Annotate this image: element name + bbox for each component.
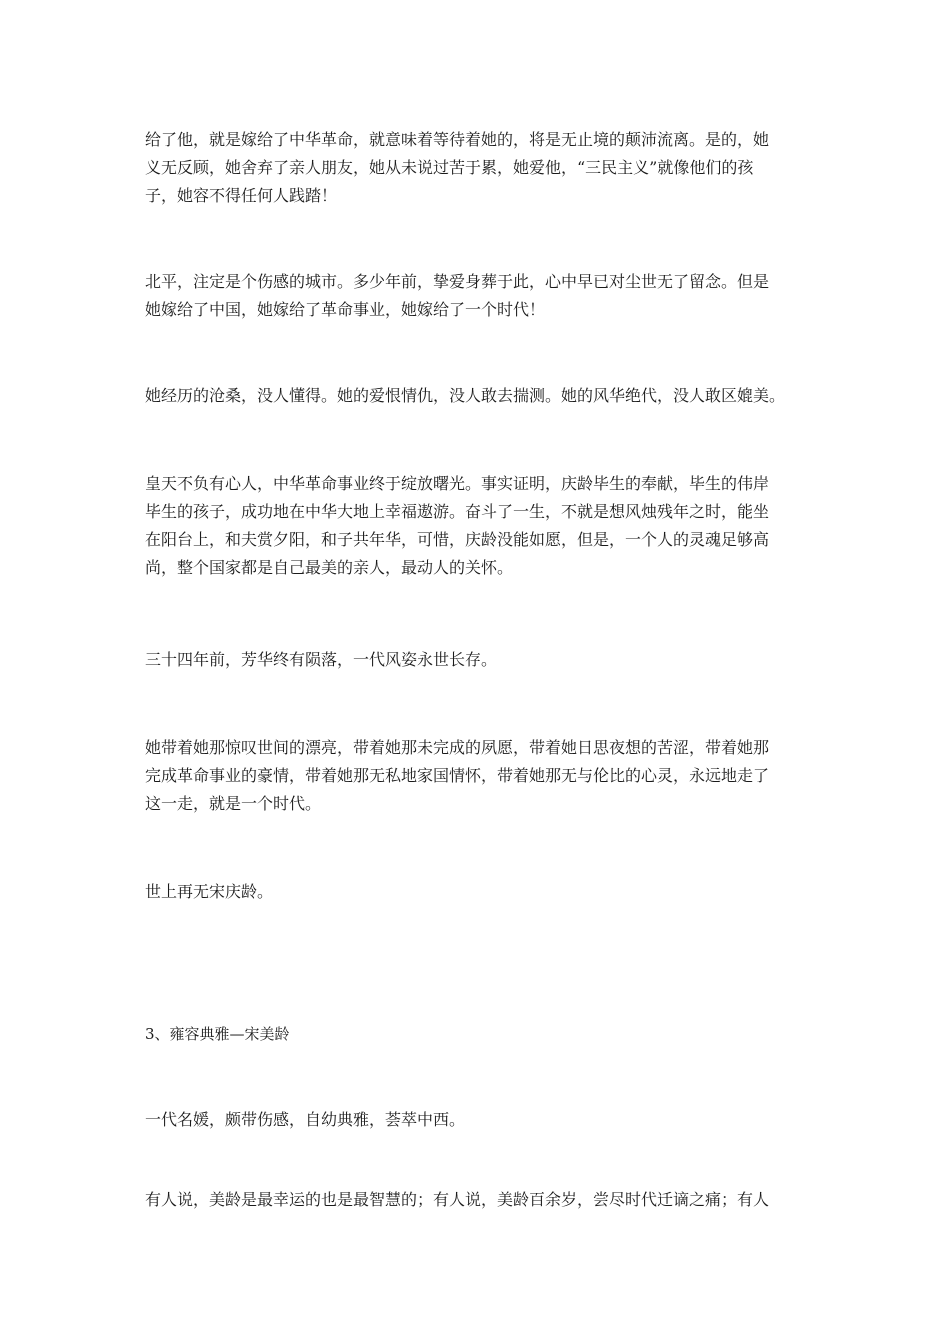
paragraph-3 <box>145 382 815 410</box>
text-line: 完成革命事业的豪情，带着她那无私地家国情怀，带着她那无与伦比的心灵，永远地走了 <box>145 766 770 785</box>
heading-line: 3、雍容典雅—宋美龄 <box>145 1025 290 1043</box>
text-line: 皇天不负有心人，中华革命事业终于绽放曙光。事实证明，庆龄毕生的奉献，毕生的伟岸 <box>145 474 770 493</box>
paragraph-8 <box>145 1106 815 1134</box>
text-line: 一代名媛，颇带伤感，自幼典雅，荟萃中西。 <box>145 1110 466 1129</box>
paragraph-2 <box>145 268 815 324</box>
text-line: 给了他，就是嫁给了中华革命，就意味着等待着她的，将是无止境的颠沛流离。是的，她 <box>145 130 770 149</box>
text-line: 在阳台上，和夫赏夕阳，和子共年华，可惜，庆龄没能如愿，但是，一个人的灵魂足够高 <box>145 530 770 549</box>
text-line: 世上再无宋庆龄。 <box>145 882 274 901</box>
text-line: 三十四年前，芳华终有陨落，一代风姿永世长存。 <box>145 650 498 669</box>
section-heading <box>145 1020 815 1048</box>
paragraph-9 <box>145 1186 815 1214</box>
paragraph-5 <box>145 646 815 674</box>
text-line: 这一走，就是一个时代。 <box>145 794 322 813</box>
paragraph-7 <box>145 878 815 906</box>
text-line: 义无反顾，她舍弃了亲人朋友，她从未说过苦于累，她爱他，“三民主义”就像他们的孩 <box>145 158 754 177</box>
paragraph-4 <box>145 470 815 582</box>
text-line: 她嫁给了中国，她嫁给了革命事业，她嫁给了一个时代！ <box>145 300 546 319</box>
text-line: 尚，整个国家都是自己最美的亲人，最动人的关怀。 <box>145 558 514 577</box>
paragraph-6 <box>145 734 815 818</box>
text-line: 她经历的沧桑，没人懂得。她的爱恨情仇，没人敢去揣测。她的风华绝代，没人敢区媲美。 <box>145 386 786 405</box>
text-line: 有人说，美龄是最幸运的也是最智慧的；有人说，美龄百余岁，尝尽时代迁谪之痛；有人 <box>145 1190 770 1209</box>
text-line: 北平，注定是个伤感的城市。多少年前，挚爱身葬于此，心中早已对尘世无了留念。但是 <box>145 272 770 291</box>
text-line: 她带着她那惊叹世间的漂亮，带着她那未完成的夙愿，带着她日思夜想的苦涩，带着她那 <box>145 738 770 757</box>
paragraph-1 <box>145 126 815 210</box>
text-line: 毕生的孩子，成功地在中华大地上幸福遨游。奋斗了一生，不就是想风烛残年之时，能坐 <box>145 502 770 521</box>
text-line: 子，她容不得任何人践踏！ <box>145 186 338 205</box>
